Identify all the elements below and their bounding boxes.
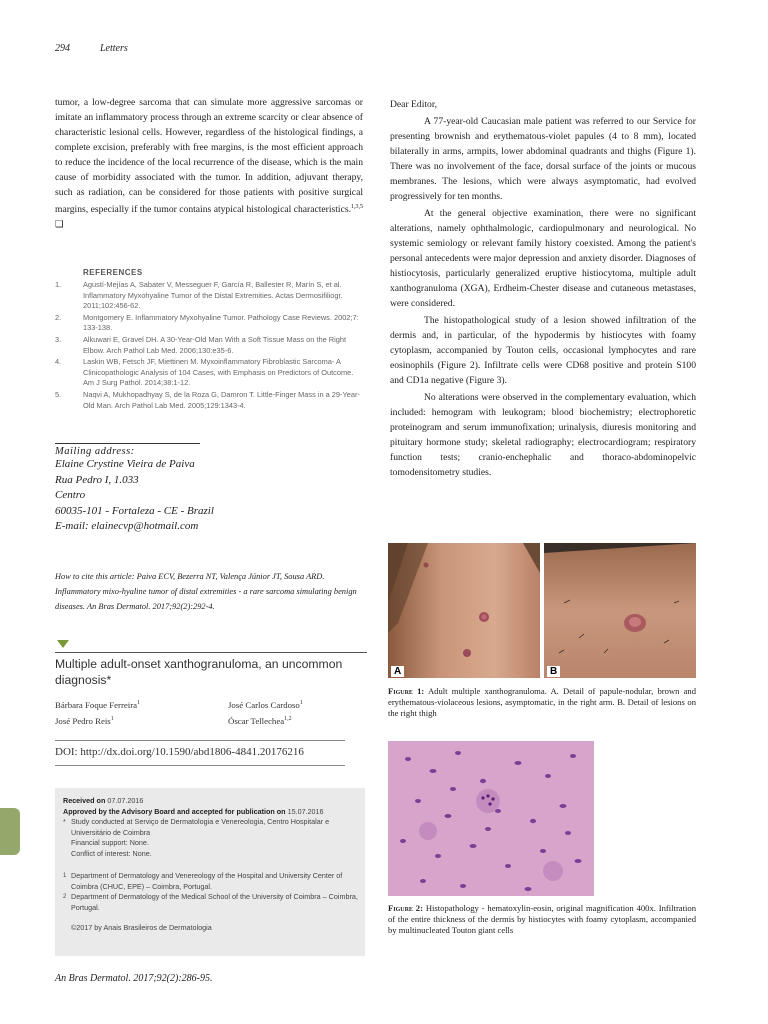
figure1-label-a: A <box>391 666 404 677</box>
journal-citation-footer: An Bras Dermatol. 2017;92(2):286-95. <box>55 973 213 984</box>
letter-body <box>390 97 696 480</box>
triangle-marker-icon <box>57 640 69 648</box>
mailing-line: 60035-101 - Fortaleza - CE - Brazil <box>55 504 214 517</box>
mailing-email: E-mail: elainecvp@hotmail.com <box>55 520 199 532</box>
references-title: REFERENCES <box>83 268 143 277</box>
mailing-rule <box>55 443 200 444</box>
reference-item: 5. Naqvi A, Mukhopadhyay S, de la Roza G, Damron T. Little-Finger Mass in a 29-Year-Old Man. Arch Pathol Lab Med. 2005;129:1343-4. <box>55 389 360 410</box>
how-to-cite: How to cite this article: Paiva ECV, Bezerra NT, Valença Júnior JT, Sousa ARD. Inflammatory mixo-hyaline tumor of distal extremities - a rare sarcoma simulating benign diseases. An Bras Dermatol. 2017;92(2):292-4. <box>55 572 357 611</box>
body-paragraph: No alterations were observed in the complementary evaluation, which included: hemogram with leukogram; blood biochemistry; electrophoretic proteinogram and serum immunofixation; urinalysis, diuresis monitoring and pituitary hormone study; skeletal radiography; electrocardiogram; respiratory function tests; cranio-enchephalic and thoraco-abdominopelvic tomodensitometry studies. <box>390 392 696 478</box>
received-line: Received on 07.07.2016 <box>63 796 144 805</box>
article-title: Multiple adult-onset xanthogranuloma, an uncommon diagnosis* <box>55 657 343 687</box>
reference-item: 2. Montgomery E. Inflammatory Myxohyaline Tumor. Pathology Case Reviews. 2002;7: 133-138. <box>55 312 359 333</box>
author: José Pedro Reis$^1$ <box>55 716 114 726</box>
title-rule <box>55 652 367 653</box>
financial-support: Financial support: None. <box>71 838 149 847</box>
doi-rule-bottom <box>55 765 345 766</box>
affiliation: 2 Department of Dermatology of the Medical School of the University of Coimbra – Coimbra, Portugal. <box>63 892 358 912</box>
mailing-label: Mailing address: <box>55 446 135 457</box>
figure1-label-b: B <box>547 666 560 677</box>
page-number: 294 <box>55 43 70 54</box>
study-note: * Study conducted at Serviço de Dermatologia e Venereologia, Centro Hospitalar e Universitário de Coimbra <box>63 817 330 837</box>
copyright: ©2017 by Anais Brasileiros de Dermatologia <box>71 923 212 932</box>
salutation: Dear Editor, <box>390 99 438 110</box>
figure1-panel-b-photo <box>544 543 696 678</box>
mailing-line: Centro <box>55 489 86 501</box>
histology-micrograph <box>388 741 594 896</box>
mailing-address <box>55 446 363 535</box>
figure2-histology-image <box>388 741 594 896</box>
section-title: Letters <box>100 43 128 54</box>
reference-item: 1. Agustí-Mejías A, Sabater V, Messeguer F, García R, Ballester R, Marín S, et al. Inflammatory Myxohyaline Tumor of the Distal Extremities. Actas Dermosifiliogr. 2011;102:456-62. <box>55 280 343 311</box>
arm-skin-photo <box>388 543 540 678</box>
reference-item: 3. Alkuwari E, Gravel DH. A 30-Year-Old Man With a Soft Tissue Mass on the Right Elbow. Arch Pathol Lab Med. 2006;130:e35-6. <box>55 334 347 355</box>
author: Óscar Tellechea$^{1,2}$ <box>228 716 292 726</box>
approved-line: Approved by the Advisory Board and accepted for publication on 15.07.2016 <box>63 806 324 816</box>
reference-item: 4. Laskin WB, Fetsch JF, Miettinen M. Myxoinflammatory Fibroblastic Sarcoma- A Clinicopathologic Analysis of 104 Cases, with Emphasis on Predictors of Outcome. Am J Surg Pathol. 2014;38:1-12. <box>55 357 354 388</box>
thigh-skin-photo <box>544 543 696 678</box>
figure1-caption: Figure 1: Adult multiple xanthogranuloma. A. Detail of papule-nodular, brown and erythematous-violaceous lesions, asymptomatic, in the right arm. B. Detail of lesions on the right thigh <box>388 686 696 718</box>
author: Bárbara Foque Ferreira$^1$ <box>55 700 141 710</box>
intro-paragraph: tumor, a low-degree sarcoma that can simulate more aggressive sarcomas or imitate an inflammatory process through an extreme scarcity or clear absence of characteristic lesional cells. However, regardless of the histological findings, a complete excision, preferably with free margins, is the most efficient approach to reduce the incidence of the local recurrence of the disease, which is the main cause of morbidity associated with the tumor. In addition, adjuvant therapy, such as radiation, can be considered for those patients with positive surgical margins, especially if the tumor contains atypical histological characteristics.$^{1,3,5}$ ❑ <box>55 97 363 231</box>
previous-article-text <box>55 95 363 232</box>
author: José Carlos Cardoso$^1$ <box>228 700 303 710</box>
figure1-panel-a-photo <box>388 543 540 678</box>
mailing-line: Elaine Crystine Vieira de Paiva <box>55 458 195 470</box>
mailing-line: Rua Pedro I, 1.033 <box>55 473 139 486</box>
doi-rule-top <box>55 740 345 741</box>
references-section <box>55 268 363 412</box>
side-tab <box>0 808 20 855</box>
body-paragraph: The histopathological study of a lesion showed infiltration of the dermis and, in particular, of the hypodermis by histiocytes with foamy cytoplasm, accompanied by Touton cells, occasional lymphocytes and rare eosinophils (Figure 2). Infiltrate cells were CD68 positive and protein S100 and CD1a negative (Figure 3). <box>390 315 696 386</box>
body-paragraph: At the general objective examination, there were no significant alterations, namely ophthalmologic, cardiopulmonary and neurological. No systemic semiology or relevant family history coexisted. Among the patient's personal antecedents were major depression and anxiety disorder. Diagnoses of histiocytosis, particularly generalized eruptive histiocytoma, multiple adult xanthogranuloma (XGA), Erdheim-Chester disease and cutaneous metastases, were considered. <box>390 208 696 309</box>
figure2-caption: Figure 2: Histopathology - hematoxylin-eosin, original magnification 400x. Infiltration of the entire thickness of the dermis by histiocytes with foamy cytoplasm, accompanied by multinucleated Touton giant cells <box>388 903 696 935</box>
conflict-of-interest: Conflict of interest: None. <box>71 848 152 858</box>
body-paragraph: A 77-year-old Caucasian male patient was referred to our Service for presenting brownish and erythematous-violet papules (4 to 8 mm), located bilaterally in arms, armpits, lower abdominal quadrants and thighs (Figure 1). There was no involvement of the face, dorsal surface of the joints or mucous membranes. The lesions, which were always asymptomatic, had evolved progressively for ten months. <box>390 116 696 202</box>
article-info-box <box>55 788 365 956</box>
doi-link[interactable]: DOI: http://dx.doi.org/10.1590/abd1806-4841.20176216 <box>55 746 304 758</box>
affiliation: 1 Department of Dermatology and Venereology of the Hospital and University Center of Coimbra (CHUC, EPE) – Coimbra, Portugal. <box>63 871 343 891</box>
end-square-icon: ❑ <box>55 219 64 231</box>
